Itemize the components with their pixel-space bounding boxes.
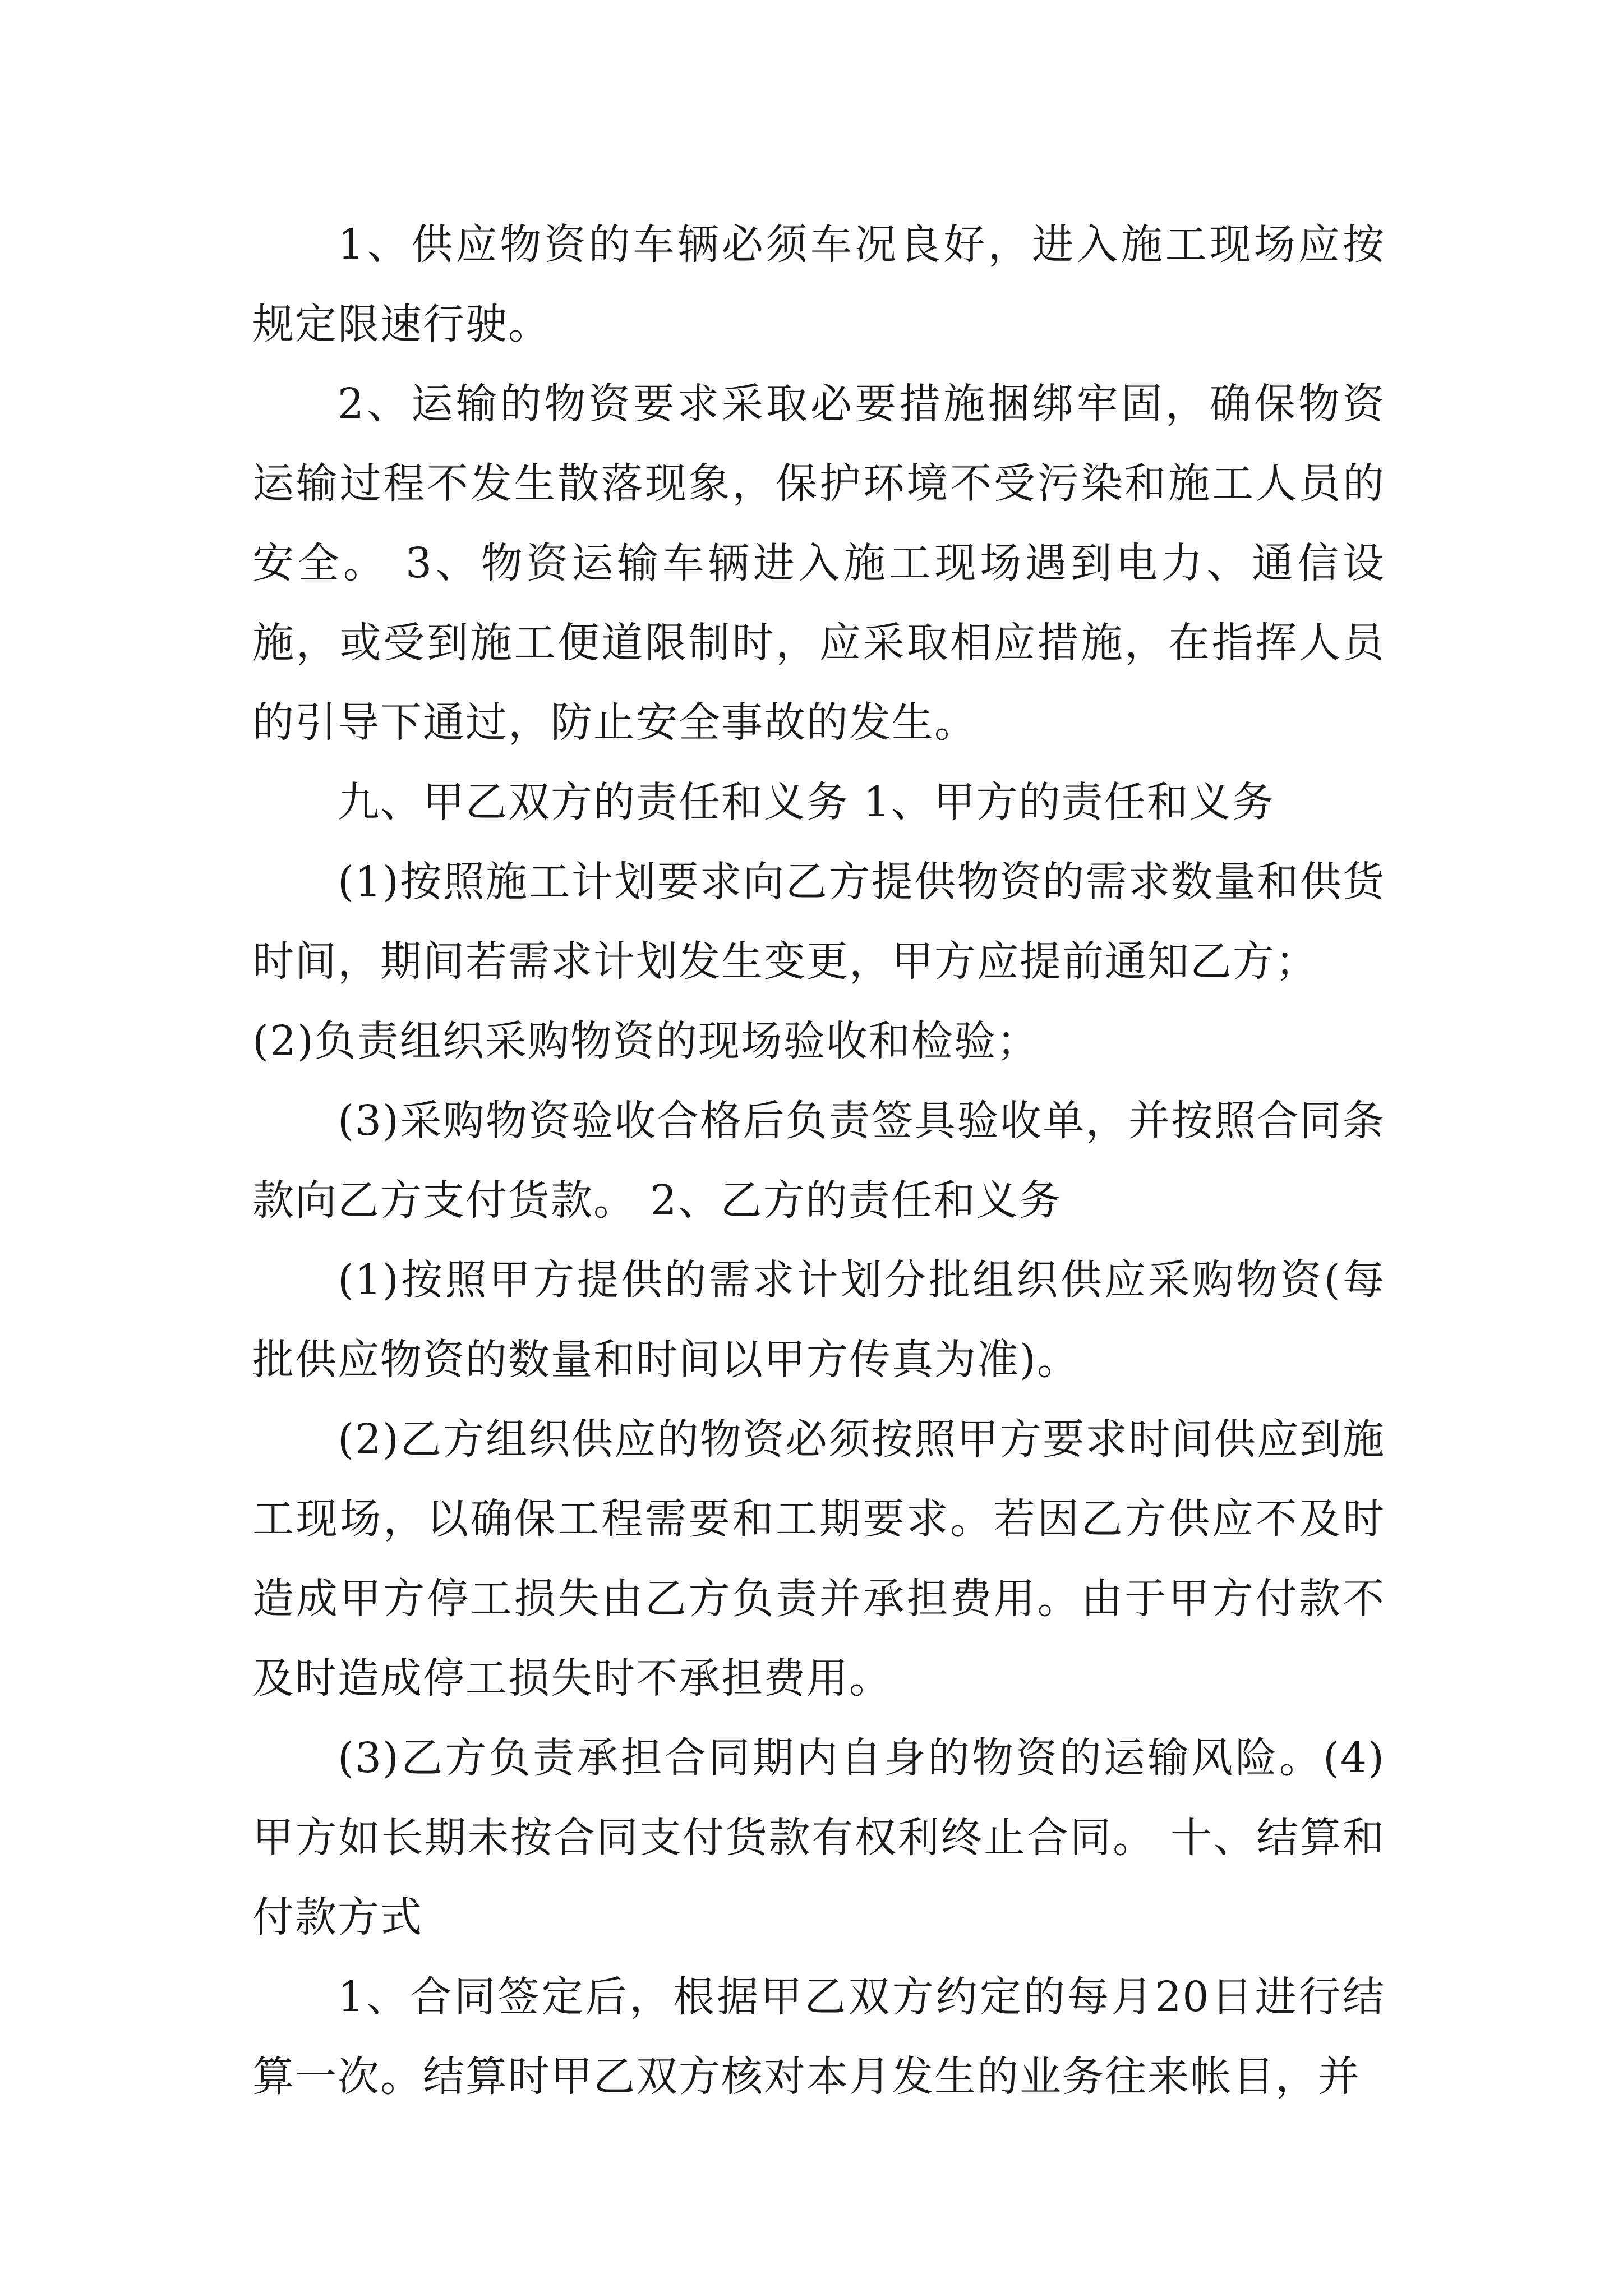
paragraph-party-a-item-1: (1)按照施工计划要求向乙方提供物资的需求数量和供货 时间，期间若需求计划发生变更，甲方应提前通知乙方； [252, 858, 1385, 986]
paragraph-party-a-item-2: (2)负责组织采购物资的现场验收和检验； [252, 1017, 1039, 1065]
paragraph-section-nine-heading: 九、甲乙双方的责任和义务 1、甲方的责任和义务 [338, 778, 1275, 826]
paragraph-settlement: 1、合同签定后，根据甲乙双方约定的每月20日进行结算一次。结算时甲乙双方核对本月发生的业务往来帐目，并 [252, 1973, 1385, 2101]
paragraph-party-b-item-3-4: (3)乙方负责承担合同期内自身的物资的运输风险。(4)甲方如长期未按合同支付货款有权利终止合同。 十、结算和付款方式 [252, 1734, 1385, 1941]
paragraph-party-a-item-3: (3)采购物资验收合格后负责签具验收单，并按照合同条款向乙方支付货款。 2、乙方的责任和义务 [252, 1097, 1385, 1225]
paragraph-vehicle-condition: 1、供应物资的车辆必须车况良好，进入施工现场应按规定限速行驶。 [252, 220, 1385, 348]
paragraph-party-b-item-1: (1)按照甲方提供的需求计划分批组织供应采购物资(每批供应物资的数量和时间以甲方传真为准)。 [252, 1256, 1385, 1384]
document-body [252, 205, 1385, 2116]
paragraph-transport-safety: 2、运输的物资要求采取必要措施捆绑牢固，确保物资运输过程不发生散落现象，保护环境不受污染和施工人员的安全。 3、物资运输车辆进入施工现场遇到电力、通信设施，或受到施工便道限制时，应采取相应措施，在指挥人员的引导下通过，防止安全事故的发生。 [252, 380, 1385, 747]
paragraph-party-b-item-2: (2)乙方组织供应的物资必须按照甲方要求时间供应到施工现场，以确保工程需要和工期要求。若因乙方供应不及时造成甲方停工损失由乙方负责并承担费用。由于甲方付款不及时造成停工损失时不承担费用。 [252, 1415, 1385, 1703]
